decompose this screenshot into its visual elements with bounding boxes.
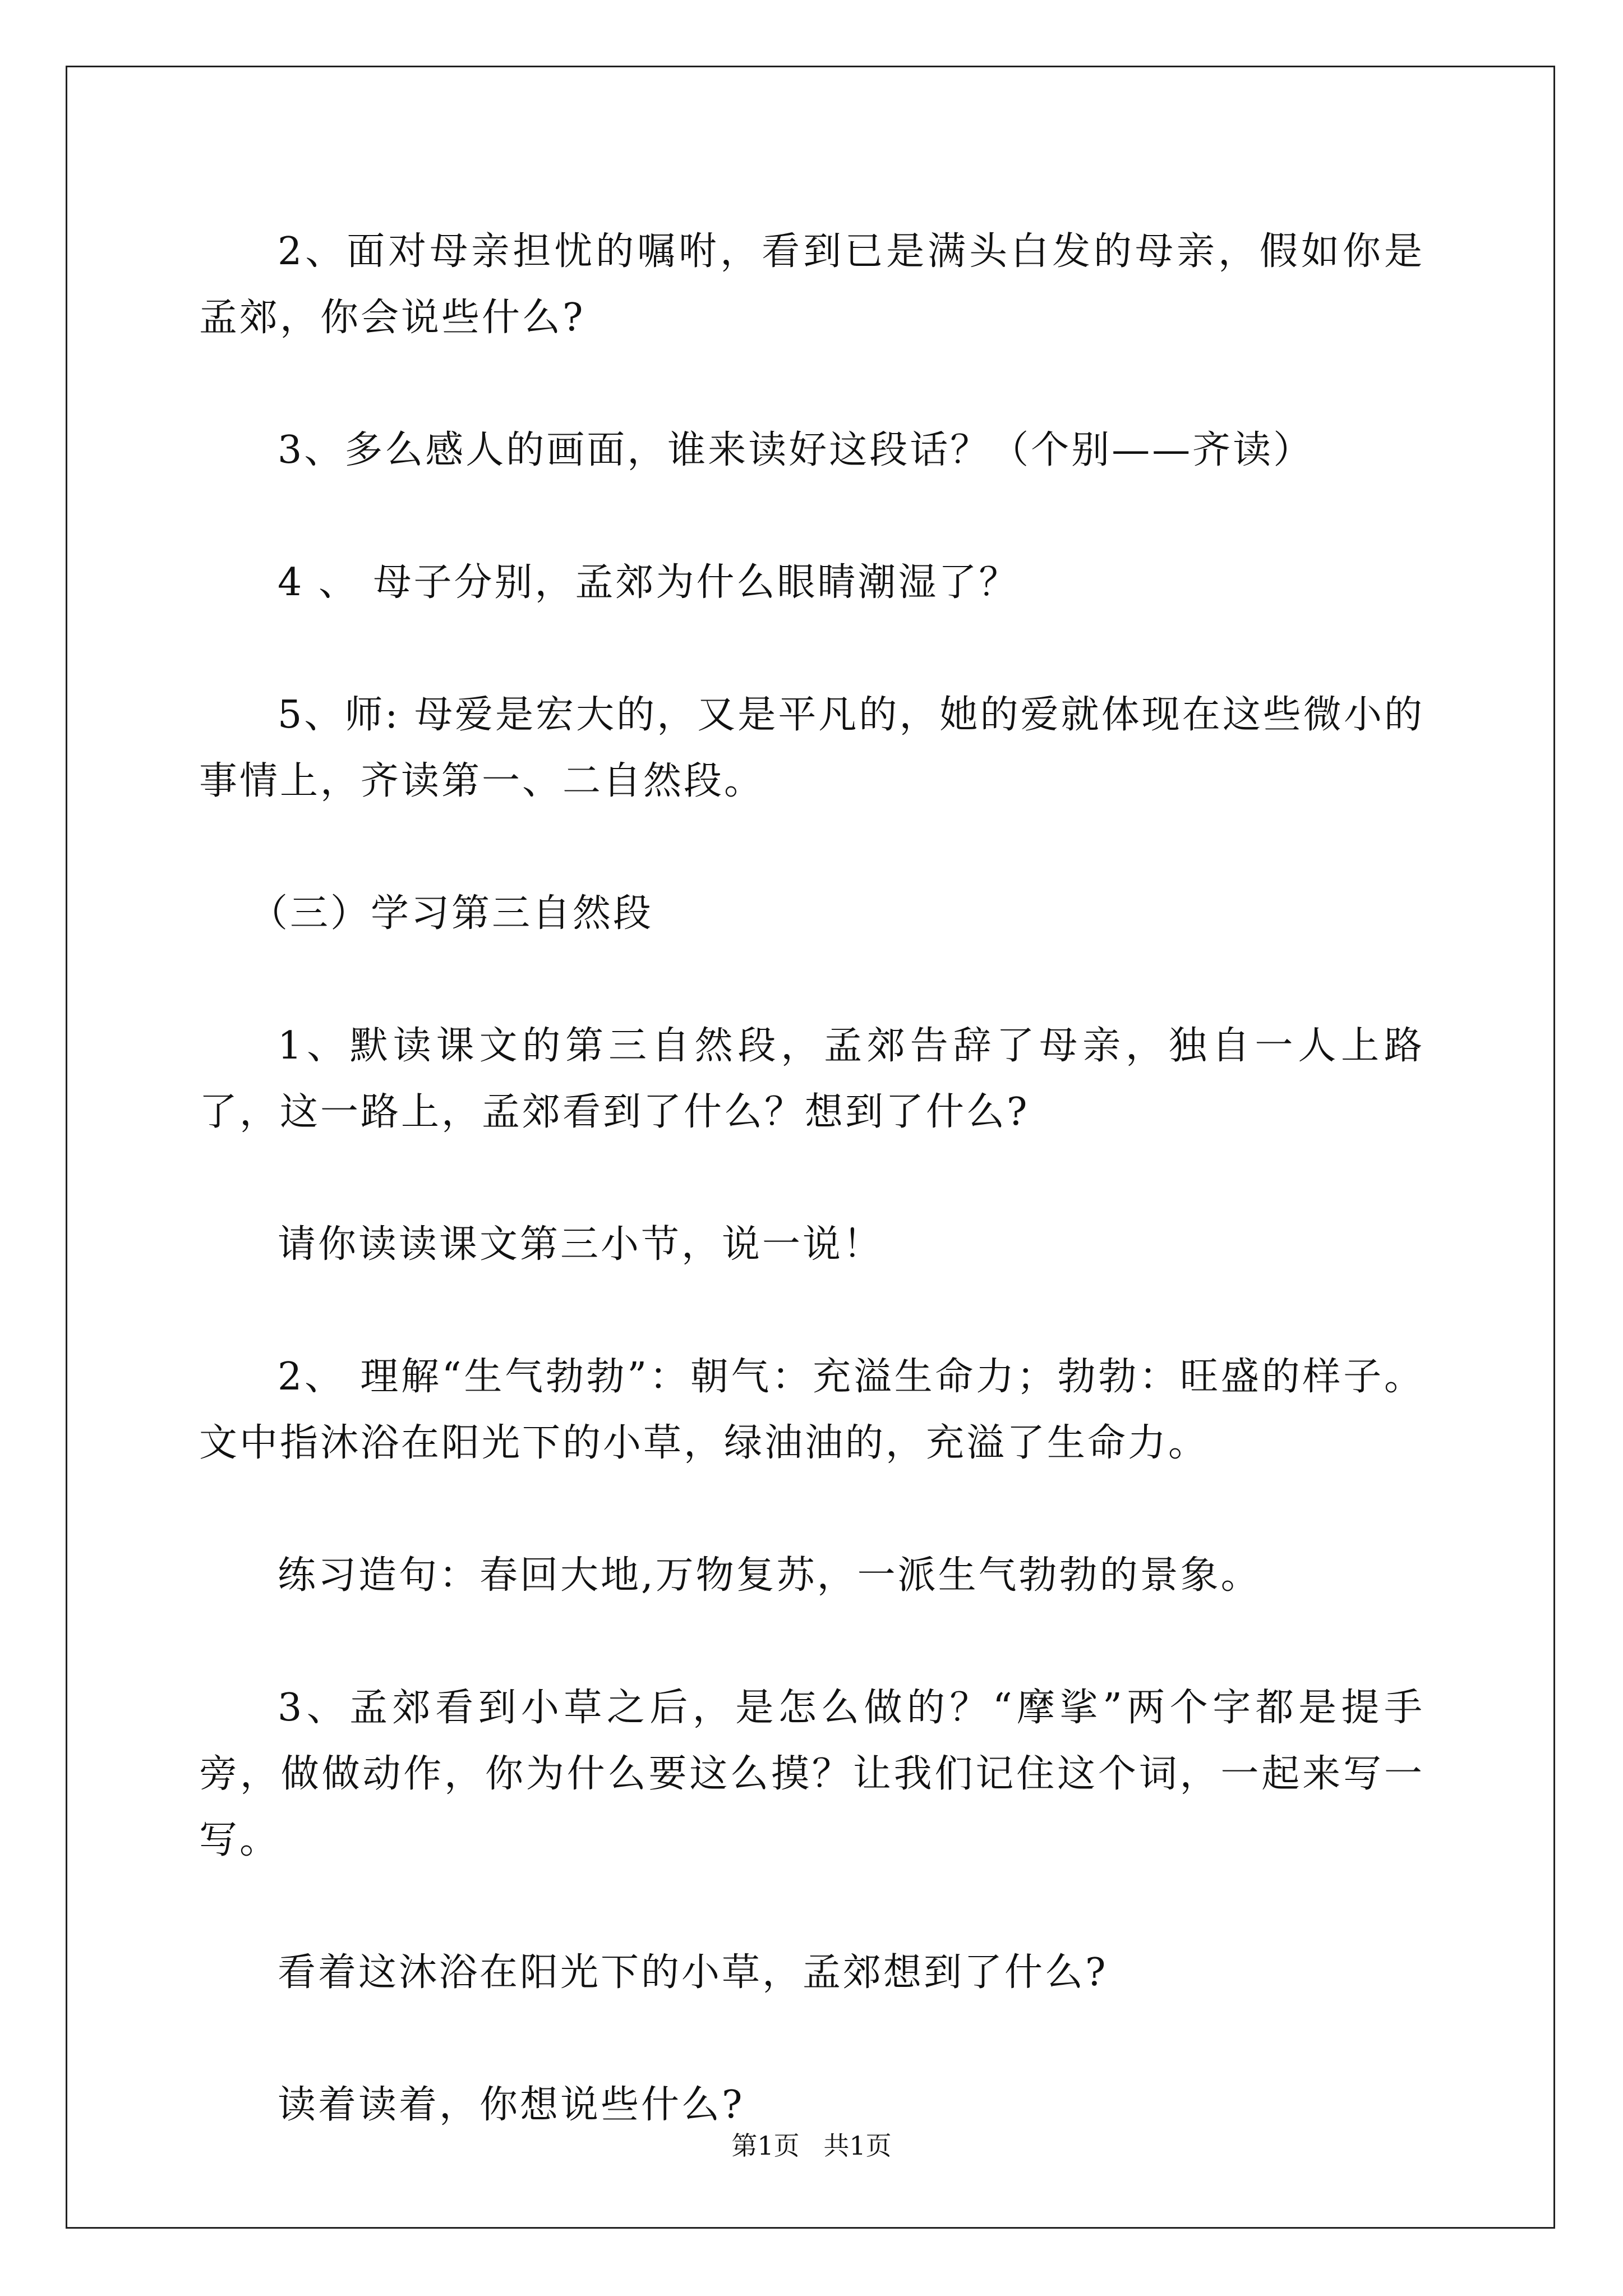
document-body: [199, 219, 1424, 2205]
paragraph-1: 2、面对母亲担忧的嘱咐，看到已是满头白发的母亲，假如你是孟郊，你会说些什么?: [199, 229, 1424, 340]
paragraph-9: 3、孟郊看到小草之后，是怎么做的？“摩挲”两个字都是提手旁，做做动作，你为什么要这么摸？让我们记住这个词，一起来写一写。: [199, 1686, 1424, 1862]
page-total: 共1页: [823, 2131, 892, 2161]
paragraph-8: 练习造句：春回大地,万物复苏，一派生气勃勃的景象。: [278, 1553, 1261, 1598]
paragraph-10: 看着这沐浴在阳光下的小草，孟郊想到了什么?: [278, 1950, 1108, 1995]
section-heading: （三）学习第三自然段: [250, 891, 654, 936]
paragraph-7: 2、 理解“生气勃勃”：朝气：充溢生命力；勃勃：旺盛的样子。文中指沐浴在阳光下的小草，绿油油的，充溢了生命力。: [199, 1355, 1424, 1465]
paragraph-6: 请你读读课文第三小节，说一说！: [278, 1222, 884, 1267]
paragraph-2: 3、多么感人的画面，谁来读好这段话？（个别——齐读）: [278, 428, 1314, 472]
paragraph-3: 4 、 母子分别，孟郊为什么眼睛潮湿了？: [278, 560, 1020, 605]
paragraph-4: 5、师: 母爱是宏大的，又是平凡的，她的爱就体现在这些微小的事情上，齐读第一、二自然段。: [199, 693, 1424, 803]
paragraph-5: 1、默读课文的第三自然段，孟郊告辞了母亲，独自一人上路了，这一路上，孟郊看到了什么？想到了什么?: [199, 1024, 1424, 1134]
page-footer: [0, 2129, 1623, 2162]
paragraph-11: 读着读着，你想说些什么?: [278, 2083, 745, 2127]
page-number: 第1页: [731, 2131, 800, 2161]
